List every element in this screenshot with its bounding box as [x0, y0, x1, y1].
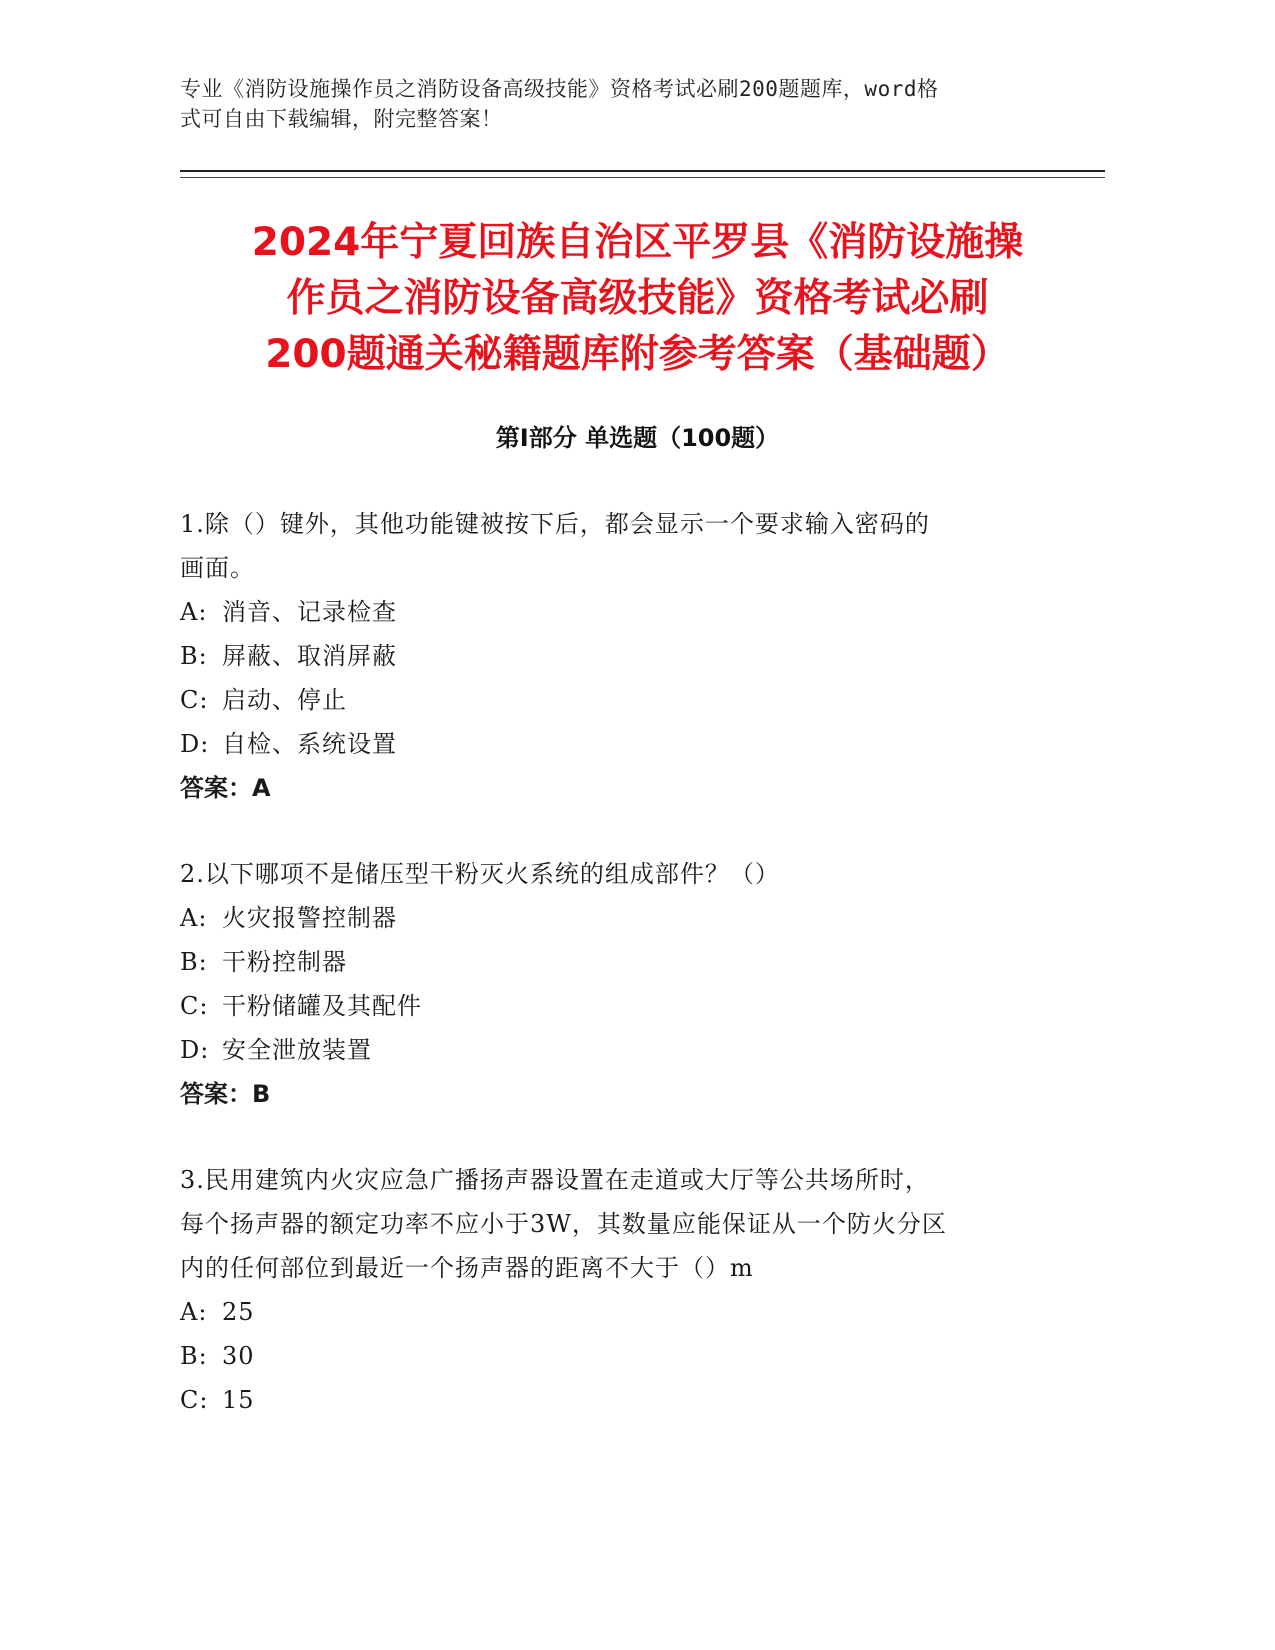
section-title: 第Ⅰ部分 单选题（100题）	[495, 424, 780, 452]
question-spacer	[180, 810, 1040, 852]
question-1-option-a	[180, 590, 1040, 634]
option-text: 安全泄放装置	[222, 1036, 372, 1064]
header-note-line-1: 专业《消防设施操作员之消防设备高级技能》资格考试必刷200题题库，word格	[180, 77, 939, 101]
question-1-option-b	[180, 634, 1040, 678]
option-label: C:	[180, 992, 209, 1020]
question-3-option-a	[180, 1290, 1040, 1334]
option-label: C:	[180, 686, 209, 714]
question-2-option-d	[180, 1028, 1040, 1072]
header-divider-thick	[180, 170, 1105, 172]
title-line-3: 200题通关秘籍题库附参考答案（基础题）	[265, 332, 1010, 377]
question-2-option-c	[180, 984, 1040, 1028]
question-2-answer: 答案：B	[180, 1080, 271, 1108]
question-3-option-b	[180, 1334, 1040, 1378]
option-label: A:	[180, 598, 208, 626]
title-line-2: 作员之消防设备高级技能》资格考试必刷	[286, 276, 989, 321]
option-text: 干粉储罐及其配件	[222, 992, 422, 1020]
question-1-stem-line-1: 1.除（）键外，其他功能键被按下后，都会显示一个要求输入密码的	[180, 510, 930, 538]
option-text: 干粉控制器	[222, 948, 347, 976]
question-list	[180, 502, 1040, 1422]
option-text: 15	[222, 1386, 255, 1414]
option-label: A:	[180, 904, 208, 932]
question-1	[180, 502, 1040, 810]
question-1-stem-line-2: 画面。	[180, 554, 255, 582]
question-2	[180, 852, 1040, 1116]
option-label: D:	[180, 1036, 210, 1064]
option-label: A:	[180, 1298, 208, 1326]
question-2-option-a	[180, 896, 1040, 940]
option-label: B:	[180, 948, 208, 976]
option-text: 消音、记录检查	[222, 598, 397, 626]
question-1-answer: 答案：A	[180, 774, 271, 802]
option-text: 自检、系统设置	[222, 730, 397, 758]
option-text: 屏蔽、取消屏蔽	[222, 642, 397, 670]
option-text: 25	[222, 1298, 255, 1326]
option-label: C:	[180, 1386, 209, 1414]
option-label: B:	[180, 642, 208, 670]
question-3-option-c	[180, 1378, 1040, 1422]
option-text: 启动、停止	[222, 686, 347, 714]
question-3-stem-line-1: 3.民用建筑内火灾应急广播扬声器设置在走道或大厅等公共场所时，	[180, 1166, 930, 1194]
document-title	[150, 215, 1125, 383]
option-text: 30	[222, 1342, 255, 1370]
title-line-1: 2024年宁夏回族自治区平罗县《消防设施操	[251, 220, 1024, 265]
question-spacer	[180, 1116, 1040, 1158]
question-3	[180, 1158, 1040, 1422]
question-3-stem-line-2: 每个扬声器的额定功率不应小于3W，其数量应能保证从一个防火分区	[180, 1210, 947, 1238]
question-1-option-d	[180, 722, 1040, 766]
header-note	[180, 74, 1030, 134]
header-note-line-2: 式可自由下载编辑，附完整答案！	[180, 107, 503, 131]
question-2-stem-line-1: 2.以下哪项不是储压型干粉灭火系统的组成部件？（）	[180, 860, 780, 888]
option-text: 火灾报警控制器	[222, 904, 397, 932]
question-3-stem-line-3: 内的任何部位到最近一个扬声器的距离不大于（）m	[180, 1254, 754, 1282]
option-label: B:	[180, 1342, 208, 1370]
question-1-option-c	[180, 678, 1040, 722]
header-divider-thin	[180, 177, 1105, 178]
option-label: D:	[180, 730, 210, 758]
question-2-option-b	[180, 940, 1040, 984]
